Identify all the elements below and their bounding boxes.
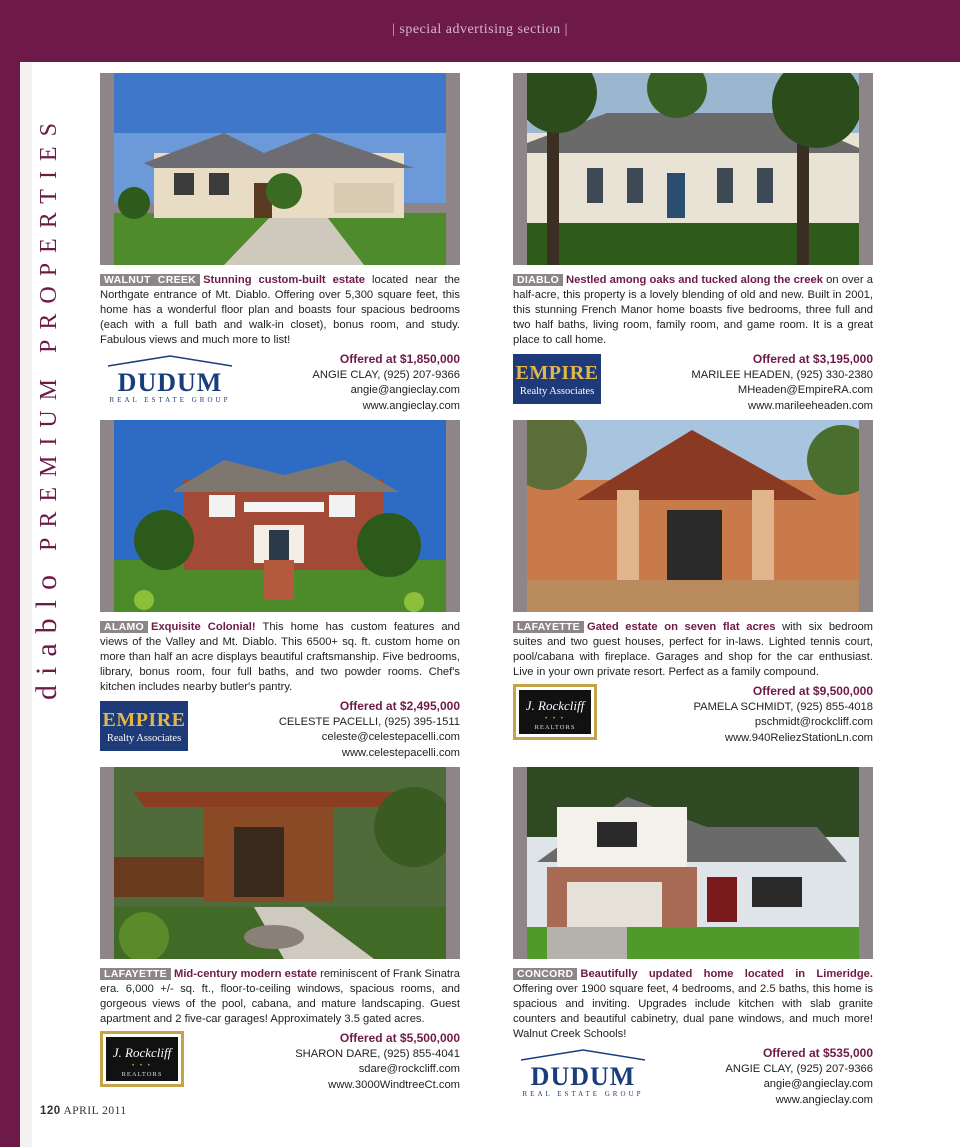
website-link[interactable]: www.angieclay.com xyxy=(775,1093,873,1106)
contact-row xyxy=(100,1031,460,1095)
logo-name: J. Rockcliff xyxy=(112,1045,172,1060)
email-link[interactable]: pschmidt@rockcliff.com xyxy=(754,716,873,728)
logo-name: J. Rockcliff xyxy=(525,698,585,713)
city-tag: CONCORD xyxy=(513,968,577,980)
listing-headline: Stunning custom-built estate xyxy=(203,274,365,286)
price: Offered at $3,195,000 xyxy=(752,352,873,366)
website-link[interactable]: www.celestepacelli.com xyxy=(341,746,460,759)
contact-row xyxy=(100,352,460,416)
dudum-logo xyxy=(513,1048,653,1106)
contact-row xyxy=(513,352,873,416)
logo-name: DUDUM xyxy=(117,368,223,397)
photo-frame xyxy=(100,767,460,959)
logo-sub: REAL ESTATE GROUP xyxy=(109,396,231,404)
listing-headline: Beautifully updated home located in Limeridge. xyxy=(580,968,873,980)
city-tag: ALAMO xyxy=(100,621,148,633)
price: Offered at $1,850,000 xyxy=(339,352,460,366)
house-photo xyxy=(527,420,859,612)
photo-frame xyxy=(513,420,873,612)
photo-frame xyxy=(100,420,460,612)
house-photo xyxy=(114,767,446,959)
contact-block xyxy=(279,699,460,761)
rockcliff-logo xyxy=(100,1031,184,1087)
side-title-diablo: diablo xyxy=(30,565,63,700)
photo-frame xyxy=(513,73,873,265)
listing-headline: Gated estate on seven flat acres xyxy=(587,621,776,633)
listing-description xyxy=(513,967,873,1042)
email-link[interactable]: angie@angieclay.com xyxy=(763,1078,873,1090)
listing-headline: Exquisite Colonial! xyxy=(151,621,256,633)
page-number: 120 xyxy=(40,1105,61,1117)
agent: MARILEE HEADEN, (925) 330-2380 xyxy=(691,368,873,381)
dudum-logo xyxy=(100,354,240,412)
city-tag: LAFAYETTE xyxy=(100,968,171,980)
photo-frame xyxy=(513,767,873,959)
logo-sub: REAL ESTATE GROUP xyxy=(522,1090,644,1098)
photo-frame xyxy=(100,73,460,265)
listing-description xyxy=(513,620,873,680)
contact-block xyxy=(312,352,460,414)
house-photo xyxy=(527,73,859,265)
listing-body: This home has custom features and views of the Valley and Mt. Diablo. This 6500+ sq. ft. custom home on more than half an acre displays beautiful craftsmanship. Five bedrooms, library, bonus room, four full baths, and two powder rooms. Chef's kitchen includes nearby butler's pantry. xyxy=(100,621,460,693)
logo-ornament: • • • xyxy=(545,716,565,722)
contact-row xyxy=(513,684,873,748)
listing-description xyxy=(513,273,873,348)
logo-sub: REALTORS xyxy=(534,724,576,731)
listing-description xyxy=(100,620,460,695)
section-caption: | special advertising section | xyxy=(392,22,568,37)
listing-concord xyxy=(513,767,873,1110)
website-link[interactable]: www.3000WindtreeCt.com xyxy=(328,1078,460,1091)
agent: ANGIE CLAY, (925) 207-9366 xyxy=(725,1062,873,1075)
logo-sub: Realty Associates xyxy=(106,733,182,744)
logo-name: DUDUM xyxy=(530,1062,636,1091)
agent: ANGIE CLAY, (925) 207-9366 xyxy=(312,368,460,381)
listing-description xyxy=(100,273,460,348)
email-link[interactable]: sdare@rockcliff.com xyxy=(358,1063,460,1075)
listing-body: located near the Northgate entrance of Mt. Diablo. Offering over 5,300 square feet, this home has a wonderful floor plan and boasts four spacious bedrooms (each with a full bath and walk-in closet), bonus room, and study. Fabulous views and much more to list! xyxy=(100,274,461,346)
issue-date: APRIL 2011 xyxy=(63,1105,127,1117)
logo-sub: Realty Associates xyxy=(519,386,595,397)
contact-block xyxy=(691,352,873,414)
contact-block xyxy=(295,1031,460,1093)
rockcliff-logo xyxy=(513,684,597,740)
listing-headline: Nestled among oaks and tucked along the creek xyxy=(566,274,823,286)
city-tag: LAFAYETTE xyxy=(513,621,584,633)
price: Offered at $9,500,000 xyxy=(752,684,873,698)
house-photo xyxy=(114,73,446,265)
price: Offered at $535,000 xyxy=(762,1046,873,1060)
price: Offered at $2,495,000 xyxy=(339,699,460,713)
logo-sub: REALTORS xyxy=(121,1071,163,1078)
listing-body: Offering over 1900 square feet, 4 bedrooms, and 2.5 baths, this home is spacious and inviting. Upgrades include kitchen with slab granite counters and beautiful cabinetry, dual pane windows, and much more! Walnut Creek Schools! xyxy=(513,983,873,1040)
listing-headline: Mid-century modern estate xyxy=(174,968,317,980)
contact-block xyxy=(725,1046,873,1108)
listing-body: with six bedroom suites and two guest houses, perfect for in-laws. Lighted tennis court, pool/cabana with fireplace. Garages and shop for the car enthusiast. Live in your own private resort. Perfect as a family compound. xyxy=(513,621,873,678)
listing-walnut-creek xyxy=(100,73,460,416)
listing-body: on over a half-acre, this property is a lovely blending of old and new. Built in 2001, this stunning French Manor home boasts five bedrooms, three full and two half baths, living room, family room, and game room. It is a great place to call home. xyxy=(513,274,873,346)
logo-name: EMPIRE xyxy=(102,709,186,731)
empire-logo xyxy=(513,354,601,404)
page-footer xyxy=(40,1105,127,1117)
email-link[interactable]: MHeaden@EmpireRA.com xyxy=(737,384,873,396)
website-link[interactable]: www.angieclay.com xyxy=(362,399,460,412)
logo-ornament: • • • xyxy=(132,1063,152,1069)
email-link[interactable]: celeste@celestepacelli.com xyxy=(321,731,460,743)
agent: SHARON DARE, (925) 855-4041 xyxy=(295,1047,460,1060)
website-link[interactable]: www.940ReliezStationLn.com xyxy=(725,731,873,744)
logo-name: EMPIRE xyxy=(515,362,599,384)
agent: PAMELA SCHMIDT, (925) 855-4018 xyxy=(693,700,873,713)
left-band xyxy=(0,62,20,1147)
city-tag: DIABLO xyxy=(513,274,563,286)
website-link[interactable]: www.marileeheaden.com xyxy=(748,399,873,412)
listing-diablo xyxy=(513,73,873,416)
price: Offered at $5,500,000 xyxy=(339,1031,460,1045)
email-link[interactable]: angie@angieclay.com xyxy=(350,384,460,396)
listing-lafayette-modern xyxy=(100,767,460,1095)
listing-alamo xyxy=(100,420,460,763)
contact-row xyxy=(100,699,460,763)
house-photo xyxy=(527,767,859,959)
contact-row xyxy=(513,1046,873,1110)
listing-lafayette-gated xyxy=(513,420,873,748)
listing-body: reminiscent of Frank Sinatra era. 6,000 +/- sq. ft., floor-to-ceiling windows, spacious rooms, and gorgeous views of the pool, cabana, and mature landscaping. Guest apartment and 2 five-car garages! Approximately 3.5 gated acres. xyxy=(100,968,460,1025)
listing-description xyxy=(100,967,460,1027)
header-band xyxy=(0,0,960,62)
empire-logo xyxy=(100,701,188,751)
agent: CELESTE PACELLI, (925) 395-1511 xyxy=(278,715,460,728)
contact-block xyxy=(694,684,874,746)
side-title xyxy=(30,113,64,700)
city-tag: WALNUT CREEK xyxy=(100,274,200,286)
house-photo xyxy=(114,420,446,612)
side-title-premium: PREMIUM PROPERTIES xyxy=(36,113,62,551)
